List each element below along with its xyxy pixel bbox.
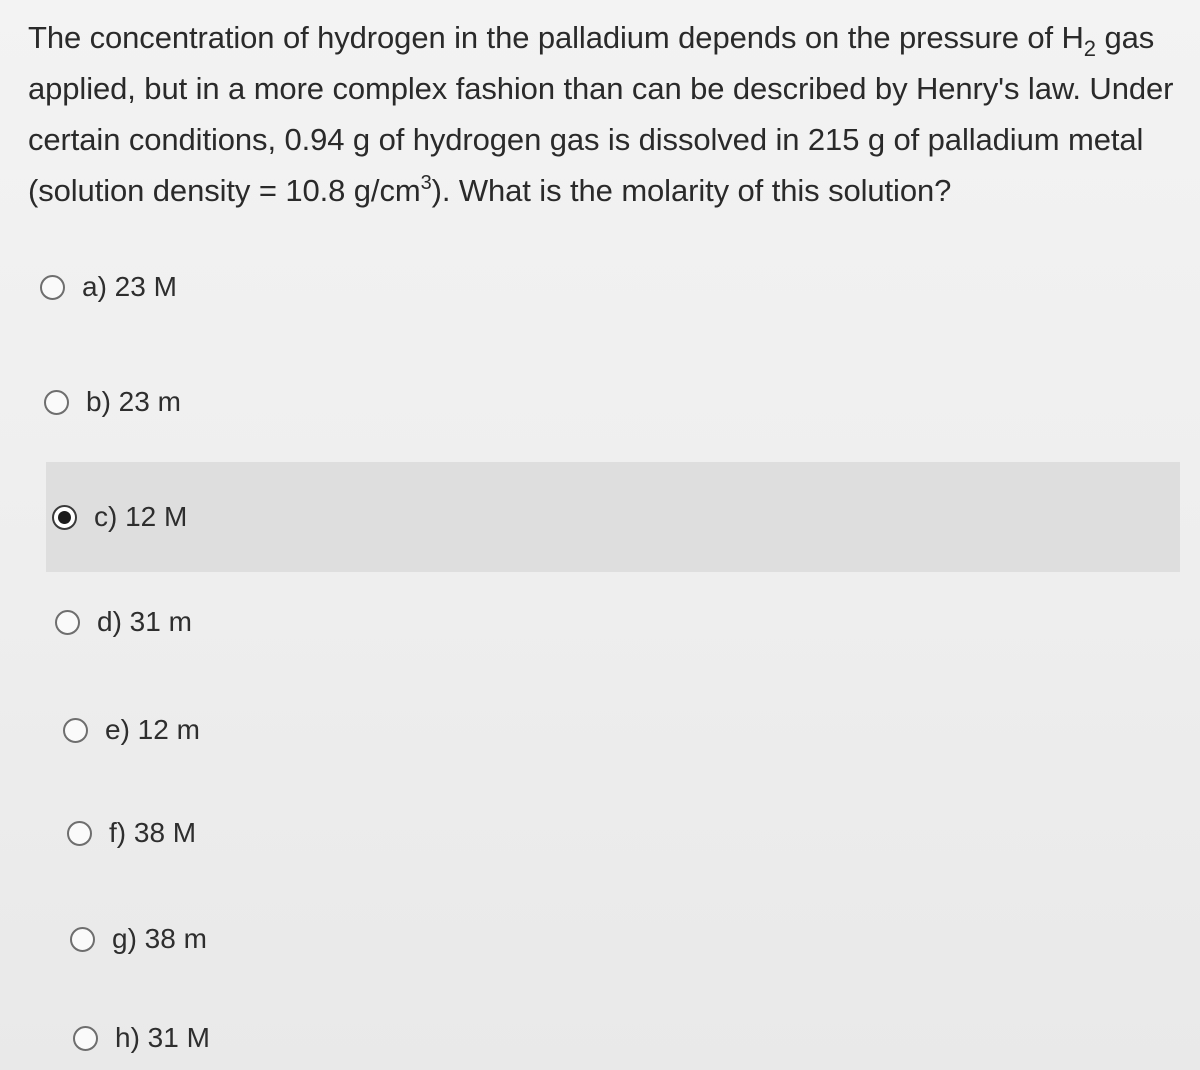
question-line-2: applied, but in a more complex fashion than can be described by Henry's law. Under [28, 71, 1174, 106]
radio-unchecked-icon[interactable] [73, 1026, 98, 1051]
question-line-1: The concentration of hydrogen in the palladium depends on the pressure of $H_2$ gas [28, 20, 1155, 61]
option-label: e) 12 m [105, 714, 200, 745]
option-e[interactable] [63, 700, 463, 760]
radio-unchecked-icon[interactable] [67, 821, 92, 846]
radio-unchecked-icon[interactable] [63, 718, 88, 743]
radio-unchecked-icon[interactable] [70, 927, 95, 952]
option-label: h) 31 M [115, 1022, 210, 1053]
option-label: c) 12 M [94, 501, 188, 532]
option-g[interactable] [70, 909, 470, 969]
option-b[interactable] [44, 372, 444, 432]
option-label: f) 38 M [109, 817, 197, 848]
radio-checked-icon[interactable] [52, 505, 77, 530]
option-label: a) 23 M [82, 271, 177, 302]
question-line-4: (solution density = 10.8 $g/cm^3$). What is the molarity of this solution? [28, 172, 952, 208]
option-c[interactable] [46, 462, 1180, 572]
option-f[interactable] [67, 803, 467, 863]
option-h[interactable] [73, 1008, 473, 1068]
radio-unchecked-icon[interactable] [44, 390, 69, 415]
question-line-3: certain conditions, 0.94 g of hydrogen gas is dissolved in 215 g of palladium metal [28, 122, 1144, 157]
radio-unchecked-icon[interactable] [55, 610, 80, 635]
option-label: d) 31 m [97, 606, 192, 637]
option-a[interactable] [40, 257, 440, 317]
option-label: g) 38 m [112, 923, 207, 954]
option-label: b) 23 m [86, 386, 181, 417]
subscript-2: 2 [1083, 36, 1096, 61]
superscript-3: 3 [420, 172, 432, 194]
radio-unchecked-icon[interactable] [40, 275, 65, 300]
option-d[interactable] [55, 592, 455, 652]
